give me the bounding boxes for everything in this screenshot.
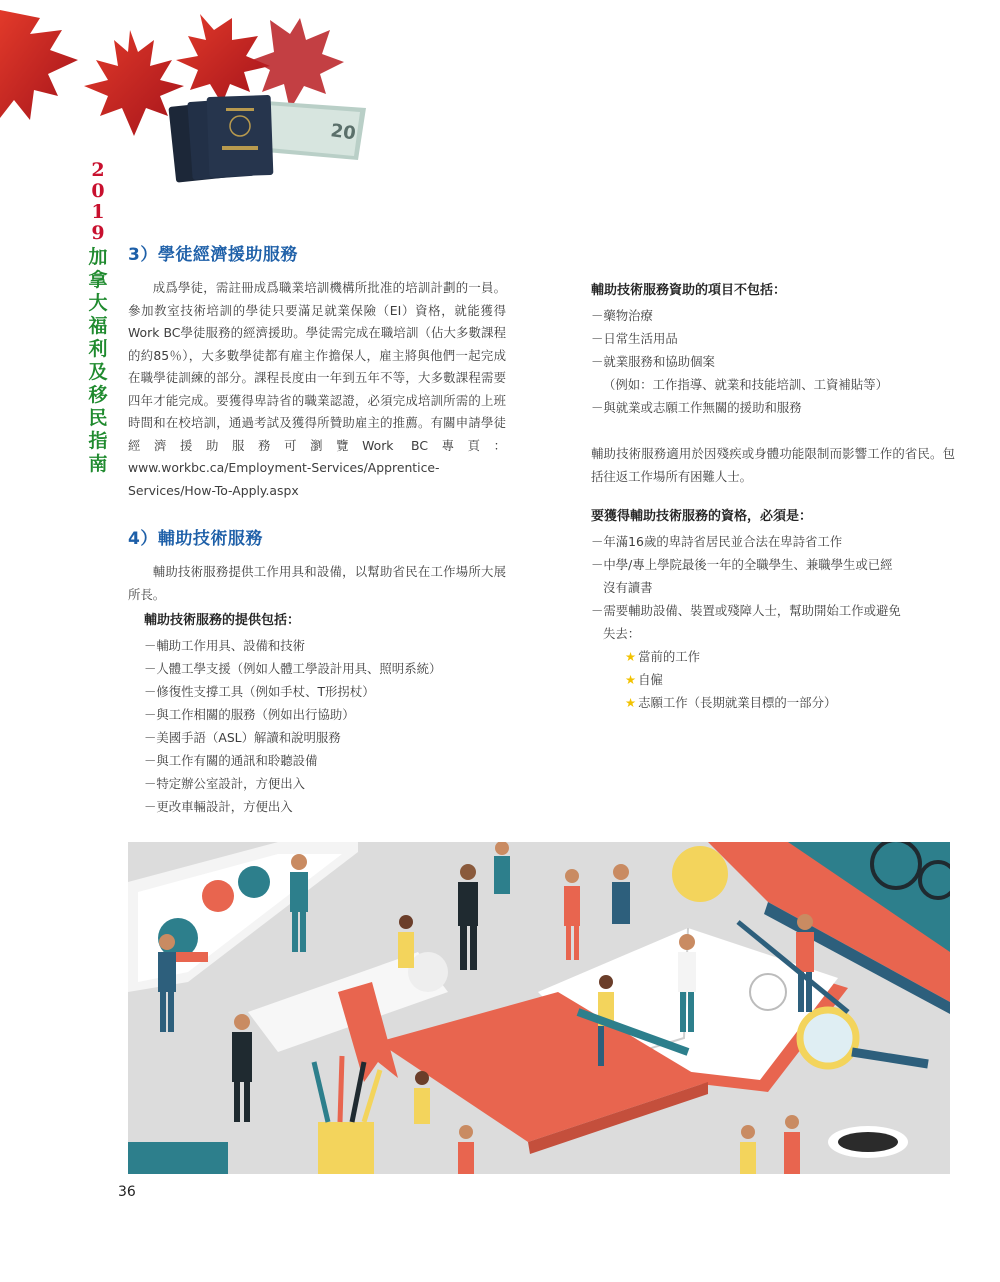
list-item: －就業服務和協助個案 — [591, 354, 715, 369]
passport-icon — [168, 95, 273, 183]
star-icon: ★ — [625, 649, 637, 664]
section-4-heading: 4）輔助技術服務 — [128, 529, 263, 549]
side-title-year: 2019 — [91, 159, 105, 244]
calculator-icon — [128, 1142, 228, 1174]
star-item-text: 當前的工作 — [638, 649, 701, 664]
list-item: －輔助工作用具、設備和技術 — [144, 638, 306, 653]
list-item: －與工作相關的服務（例如出行協助） — [144, 707, 355, 722]
apple-icon — [672, 846, 728, 902]
list-item: 沒有讀書 — [603, 580, 653, 595]
list-item: －與就業或志願工作無關的援助和服務 — [591, 400, 802, 415]
list-item — [625, 691, 955, 714]
excludes-heading: 輔助技術服務資助的項目不包括： — [591, 283, 787, 298]
applies-paragraph: 輔助技術服務適用於因殘疾或身體功能限制而影響工作的省民。包括往返工作場所有困難人士。 — [591, 446, 955, 484]
list-item: －特定辦公室設計，方便出入 — [144, 776, 306, 791]
star-icon: ★ — [625, 672, 637, 687]
list-item: －美國手語（ASL）解讀和說明服務 — [144, 730, 341, 745]
list-item: －中學/專上學院最後一年的全職學生、兼職學生或已經 — [591, 557, 893, 572]
list-item: 失去： — [603, 626, 641, 641]
list-item: －與工作有關的通訊和聆聽設備 — [144, 753, 318, 768]
list-item — [625, 645, 955, 668]
side-title-name: 加拿大福利及移民指南 — [88, 246, 108, 475]
side-title — [86, 160, 110, 476]
star-item-text: 志願工作（長期就業目標的一部分） — [638, 695, 837, 710]
excludes-list — [575, 304, 955, 419]
list-item: －年滿16歲的卑詩省居民並合法在卑詩省工作 — [591, 534, 843, 549]
eligibility-heading: 要獲得輔助技術服務的資格，必須是： — [591, 509, 813, 524]
maple-leaf-icon — [84, 30, 184, 136]
list-item: －日常生活用品 — [591, 331, 678, 346]
list-item: －藥物治療 — [591, 308, 653, 323]
provides-list — [128, 634, 506, 818]
list-item: －人體工學支援（例如人體工學設計用具、照明系統） — [144, 661, 442, 676]
page-number: 36 — [118, 1184, 136, 1200]
right-column — [575, 276, 955, 714]
list-item: （例如：工作指導、就業和技能培訓、工資補貼等） — [603, 377, 888, 392]
section-3-paragraph: 成爲學徒，需註冊成爲職業培訓機構所批准的培訓計劃的一員。參加教室技術培訓的學徒只要滿足就業保險（EI）資格，就能獲得Work BC學徒服務的經濟援助。學徒需完成在職培訓（佔大多數課程的約85％），大多數學徒都有雇主作擔保人，雇主將與他們一起完成在職學徒訓練的部分。課程長度由一年到五年不等，大多數課程需要四年才能完成。要獲得卑詩省的職業認證，必須完成培訓所需的上班時間和在校培訓，通過考試及獲得所贊助雇主的推薦。有關申請學徒經濟援助服務可瀏覽Work BC專頁：www.workbc.ca/Employment-Services/Apprentice-Services/How-To-Apply.aspx — [128, 280, 506, 498]
eligibility-list — [575, 530, 955, 645]
list-item: －需要輔助設備、裝置或殘障人士，幫助開始工作或避免 — [591, 603, 901, 618]
list-item: －更改車輛設計，方便出入 — [144, 799, 293, 814]
star-item-text: 自僱 — [638, 672, 663, 687]
star-list — [575, 645, 955, 714]
list-item — [625, 668, 955, 691]
maple-leaf-icon — [0, 10, 78, 120]
coffee-cup-icon — [828, 1126, 908, 1158]
left-column — [128, 240, 506, 818]
section-4-paragraph: 輔助技術服務提供工作用具和設備，以幫助省民在工作場所大展所長。 — [128, 564, 506, 602]
section-3-heading: 3）學徒經濟援助服務 — [128, 245, 298, 265]
provides-heading: 輔助技術服務的提供包括： — [144, 613, 301, 628]
header-maple-passport-illustration — [0, 0, 380, 190]
star-icon: ★ — [625, 695, 637, 710]
list-item: －修復性支撐工具（例如手杖、T形拐杖） — [144, 684, 375, 699]
svg-text:20: 20 — [329, 120, 358, 145]
education-people-illustration — [128, 842, 950, 1174]
